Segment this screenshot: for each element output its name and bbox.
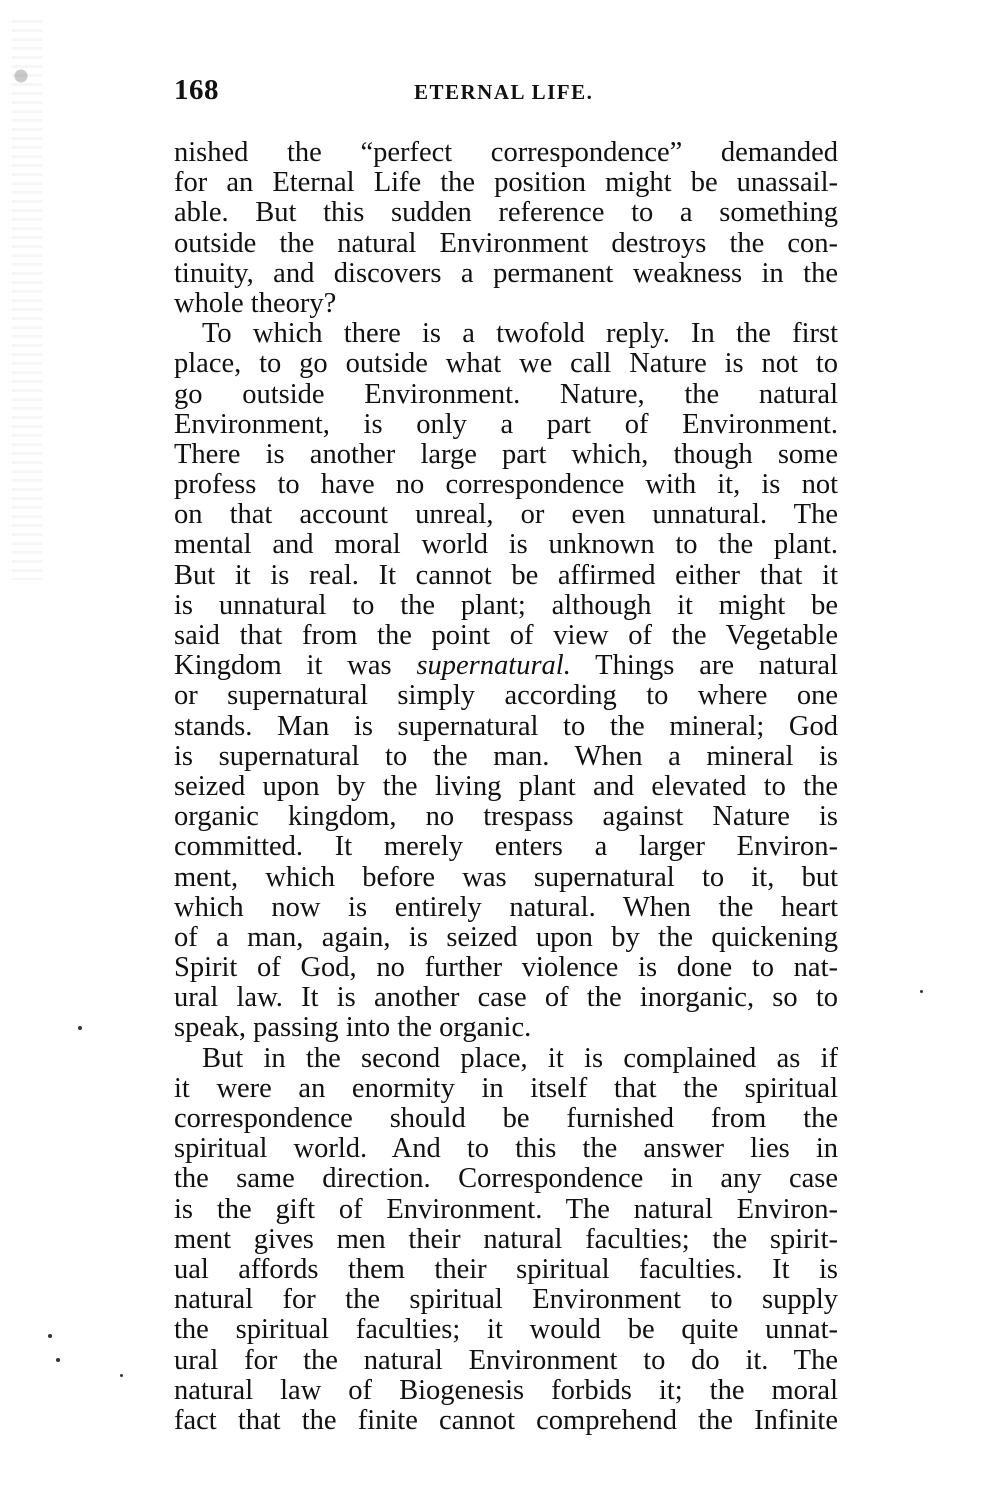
text-line: ment gives men their natural faculties; the spirit- <box>174 1223 838 1255</box>
running-head <box>174 74 838 114</box>
text-line: mental and moral world is unknown to the plant. <box>174 529 838 561</box>
text-line: profess to have no correspondence with it, is not <box>174 469 838 501</box>
text-line: committed. It merely enters a larger Environ- <box>174 831 838 863</box>
text-line: place, to go outside what we call Nature is not to <box>174 348 838 380</box>
body-text <box>174 138 838 1436</box>
text-line: There is another large part which, though some <box>174 438 838 470</box>
text-line: outside the natural Environment destroys the con- <box>174 227 838 259</box>
text-segment: Kingdom it was <box>174 650 417 682</box>
ink-speck <box>920 990 923 993</box>
text-line: ual affords them their spiritual faculties. It is <box>174 1253 838 1285</box>
text-line: which now is entirely natural. When the heart <box>174 891 838 923</box>
ink-speck <box>56 1358 60 1362</box>
page-number: 168 <box>174 74 219 106</box>
text-line: whole theory? <box>174 287 337 319</box>
text-line: on that account unreal, or even unnatural. The <box>174 499 838 531</box>
running-title: ETERNAL LIFE. <box>414 80 594 104</box>
text-line: is the gift of Environment. The natural Environ- <box>174 1193 838 1225</box>
text-line: ural for the natural Environment to do it. The <box>174 1344 838 1376</box>
text-line: natural law of Biogenesis forbids it; the moral <box>174 1374 838 1406</box>
text-line: go outside Environment. Nature, the natural <box>174 378 838 410</box>
text-line: it were an enormity in itself that the spiritual <box>174 1072 838 1104</box>
text-line: seized upon by the living plant and elevated to the <box>174 770 838 802</box>
text-line: spiritual world. And to this the answer lies in <box>174 1133 838 1165</box>
text-line: organic kingdom, no trespass against Nature is <box>174 801 838 833</box>
text-line: But in the second place, it is complained as if <box>202 1042 838 1074</box>
text-line: To which there is a twofold reply. In the first <box>202 318 838 350</box>
text-line: Environment, is only a part of Environment. <box>174 408 838 440</box>
text-line: or supernatural simply according to where one <box>174 680 838 712</box>
text-line: stands. Man is supernatural to the mineral; God <box>174 710 838 742</box>
text-line: tinuity, and discovers a permanent weakness in the <box>174 257 838 289</box>
ink-speck <box>48 1334 52 1338</box>
text-line: is supernatural to the man. When a mineral is <box>174 740 838 772</box>
text-line: the same direction. Correspondence in any case <box>174 1163 838 1195</box>
text-line: natural for the spiritual Environment to supply <box>174 1284 838 1316</box>
ink-speck <box>78 1026 82 1030</box>
text-line: correspondence should be furnished from the <box>174 1103 838 1134</box>
page-binding-shadow <box>12 20 42 580</box>
text-line: ural law. It is another case of the inorganic, so to <box>174 982 838 1014</box>
text-line: the spiritual faculties; it would be quite unnat- <box>174 1314 838 1346</box>
text-line: ment, which before was supernatural to it, but <box>174 861 838 893</box>
text-line: is unnatural to the plant; although it might be <box>174 589 838 621</box>
text-line: fact that the finite cannot comprehend the Infinite <box>174 1404 838 1436</box>
text-line: of a man, again, is seized upon by the quickening <box>174 921 838 953</box>
italic-term: supernatural. <box>416 650 571 682</box>
text-line: Spirit of God, no further violence is done to nat- <box>174 952 838 984</box>
text-line: speak, passing into the organic. <box>174 1012 532 1044</box>
text-line: able. But this sudden reference to a something <box>174 197 838 229</box>
text-line: nished the “perfect correspondence” demanded <box>174 137 838 168</box>
text-line: for an Eternal Life the position might be unassail- <box>174 167 838 199</box>
ink-speck <box>120 1374 123 1377</box>
text-line <box>174 651 838 681</box>
text-segment: Things are natural <box>570 650 838 682</box>
text-line: said that from the point of view of the Vegetable <box>174 620 838 651</box>
text-line: But it is real. It cannot be affirmed either that it <box>174 559 838 591</box>
